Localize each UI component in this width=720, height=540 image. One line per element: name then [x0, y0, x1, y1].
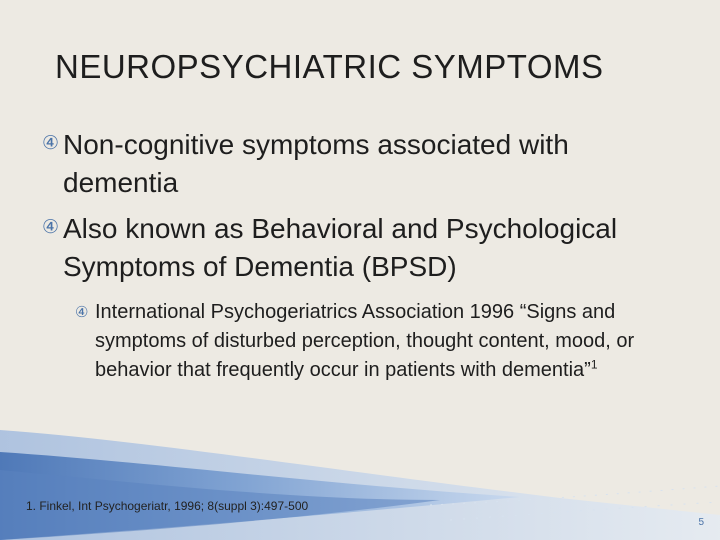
sub-bullet-list — [42, 298, 682, 385]
footnote: 1. Finkel, Int Psychogeriatr, 1996; 8(suppl 3):497-500 — [26, 499, 309, 513]
bullet-list — [42, 126, 682, 385]
bullet-item — [42, 210, 682, 286]
bullet-item — [42, 126, 682, 202]
page-number: 5 — [698, 517, 704, 528]
sub-bullet-item — [58, 298, 682, 385]
circled-four-bullet-icon: ④ — [42, 133, 60, 154]
bullet-text: Also known as Behavioral and Psychological Symptoms of Dementia (BPSD) — [63, 213, 618, 282]
footnote-reference: 1 — [590, 357, 598, 372]
circled-four-bullet-icon: ④ — [75, 304, 89, 321]
bullet-text: Non-cognitive symptoms associated with dementia — [63, 129, 569, 198]
slide-title: NEUROPSYCHIATRIC SYMPTOMS — [55, 48, 604, 85]
sub-bullet-text: International Psychogeriatrics Association 1996 “Signs and symptoms of disturbed perception, thought content, mood, or behavior that frequently occur in patients with dementia” — [95, 301, 635, 381]
circled-four-bullet-icon: ④ — [42, 217, 60, 238]
